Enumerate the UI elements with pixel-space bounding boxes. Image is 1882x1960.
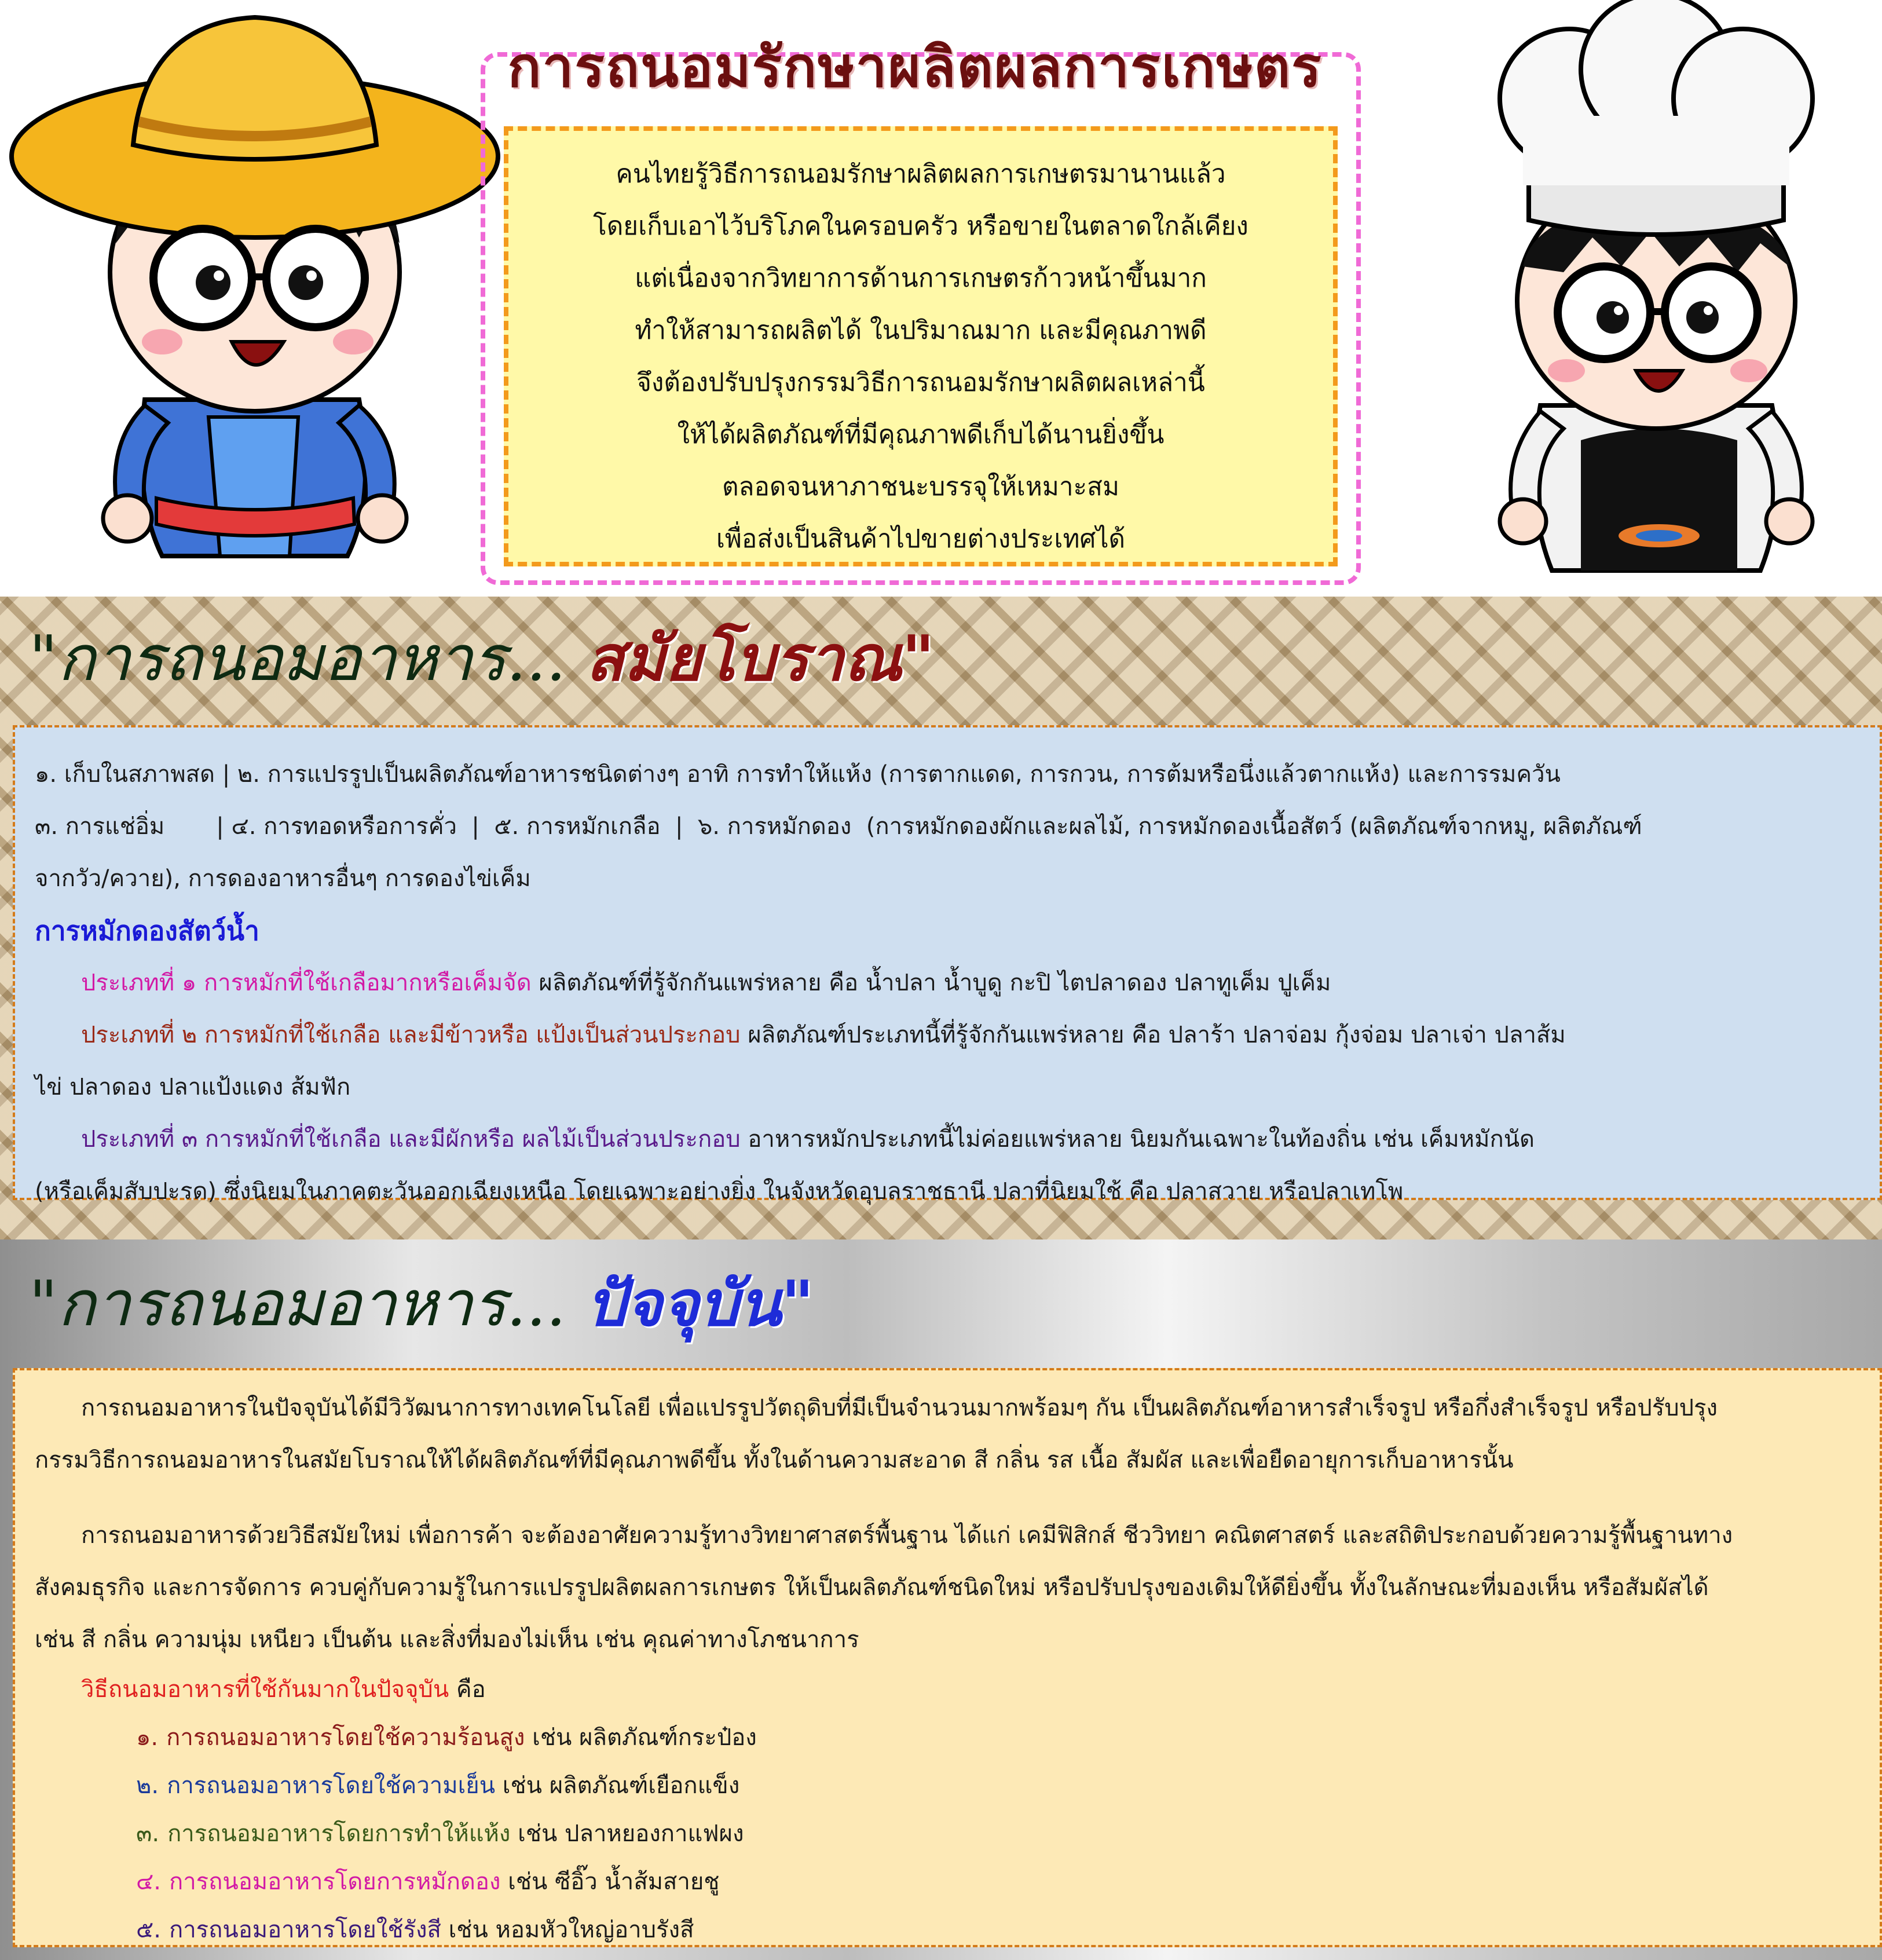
method-item — [35, 1762, 1862, 1810]
intro-line: โดยเก็บเอาไว้บริโภคในครอบครัว หรือขายในตลาดใกล้เคียง — [593, 211, 1248, 241]
intro-text — [508, 148, 1333, 565]
methods-lead-label: วิธีถนอมอาหารที่ใช้กันมากในปัจจุบัน — [81, 1676, 449, 1703]
intro-line: แต่เนื่องจากวิทยาการด้านการเกษตรก้าวหน้าขึ้นมาก — [635, 264, 1207, 293]
type-label: ประเภทที่ ๓ การหมักที่ใช้เกลือ และมีผักหรือ ผลไม้เป็นส่วนประกอบ — [81, 1126, 741, 1153]
header-section — [0, 0, 1882, 597]
method-list-line: จากวัว/ควาย), การดองอาหารอื่นๆ การดองไข่เค็ม — [35, 865, 531, 892]
type-text: อาหารหมักประเภทนี้ไม่ค่อยแพร่หลาย นิยมกันเฉพาะในท้องถิ่น เช่น เค็มหมักนัด — [740, 1126, 1535, 1153]
traditional-section — [0, 597, 1882, 1239]
heading-accent: สมัยโบราณ" — [585, 622, 935, 695]
page-title: การถนอมรักษาผลิตผลการเกษตร — [507, 34, 1323, 100]
intro-line: ให้ได้ผลิตภัณฑ์ที่มีคุณภาพดีเก็บได้นานยิ่งขึ้น — [677, 420, 1165, 449]
intro-line: จึงต้องปรับปรุงกรรมวิธีการถนอมรักษาผลิตผลเหล่านี้ — [636, 368, 1205, 397]
heading-accent: ปัจจุบัน" — [585, 1267, 814, 1340]
modern-paragraph-1: การถนอมอาหารในปัจจุบันได้มีวิวัฒนาการทางเทคโนโลยี เพื่อแปรรูปวัตถุดิบที่มีเป็นจำนวนมากพร้อมๆ กัน เป็นผลิตภัณฑ์อาหารสำเร็จรูป หรือกึ่งสำเร็จรูป หรือปรับปรุง — [81, 1395, 1718, 1421]
method-example: เช่น ปลาหยองกาแฟผง — [510, 1820, 744, 1847]
method-example: เช่น ซีอิ๊ว น้ำส้มสายชู — [500, 1868, 720, 1895]
chef-boy-icon — [1436, 0, 1882, 573]
method-number: ๑. — [136, 1724, 159, 1751]
heading-lead: "การถนอมอาหาร... — [29, 623, 566, 695]
ferment-type-3 — [35, 1113, 1862, 1165]
method-example: เช่น หอมหัวใหญ่อาบรังสี — [441, 1917, 694, 1943]
intro-line: ตลอดจนหาภาชนะบรรจุให้เหมาะสม — [722, 472, 1120, 502]
intro-line: คนไทยรู้วิธีการถนอมรักษาผลิตผลการเกษตรมานานแล้ว — [616, 159, 1226, 189]
method-number: ๓. — [136, 1820, 160, 1847]
method-label: การถนอมอาหารโดยใช้ความร้อนสูง — [166, 1724, 525, 1751]
method-number: ๕. — [136, 1917, 161, 1943]
methods-lead — [35, 1666, 1862, 1714]
modern-content-box — [13, 1368, 1882, 1947]
ferment-type-3-continued: (หรือเค็มสับปะรด) ซึ่งนิยมในภาคตะวันออกเฉียงเหนือ โดยเฉพาะอย่างยิ่ง ในจังหวัดอุบลราชธานี ปลาที่นิยมใช้ คือ ปลาสวาย หรือปลาเทโพ — [35, 1178, 1404, 1205]
method-list-line: ๑. เก็บในสภาพสด | ๒. การแปรรูปเป็นผลิตภัณฑ์อาหารชนิดต่างๆ อาทิ การทำให้แห้ง (การตากแดด, การกวน, การต้มหรือนึ่งแล้วตากแห้ง) และการรมควัน — [35, 761, 1561, 788]
type-text: ผลิตภัณฑ์ที่รู้จักกันแพร่หลาย คือ น้ำปลา น้ำบูดู กะปิ ไตปลาดอง ปลาทูเค็ม ปูเค็ม — [531, 970, 1331, 996]
method-label: การถนอมอาหารโดยใช้รังสี — [169, 1917, 441, 1943]
type-text: ผลิตภัณฑ์ประเภทนี้ที่รู้จักกันแพร่หลาย คือ ปลาร้า ปลาจ่อม กุ้งจ่อม ปลาเจ่า ปลาส้ม — [740, 1022, 1566, 1048]
farmer-boy-icon — [0, 0, 504, 573]
ferment-type-1 — [35, 957, 1862, 1009]
method-item — [35, 1714, 1862, 1762]
method-example: เช่น ผลิตภัณฑ์กระป๋อง — [525, 1724, 757, 1751]
method-example: เช่น ผลิตภัณฑ์เยือกแข็ง — [495, 1772, 740, 1799]
method-item — [35, 1810, 1862, 1858]
ferment-type-2-continued: ไข่ ปลาดอง ปลาแป้งแดง ส้มฟัก — [35, 1074, 351, 1100]
modern-paragraph-1-cont: กรรมวิธีการถนอมอาหารในสมัยโบราณให้ได้ผลิตภัณฑ์ที่มีคุณภาพดีขึ้น ทั้งในด้านความสะอาด สี กลิ่น รส เนื้อ สัมผัส และเพื่อยืดอายุการเก็บอาหารนั้น — [35, 1447, 1514, 1473]
method-number: ๔. — [136, 1868, 161, 1895]
ferment-type-2 — [35, 1009, 1862, 1061]
method-label: การถนอมอาหารโดยการหมักดอง — [169, 1868, 501, 1895]
heading-lead: "การถนอมอาหาร... — [29, 1268, 566, 1340]
method-number: ๒. — [136, 1772, 159, 1799]
intro-line: ทำให้สามารถผลิตได้ ในปริมาณมาก และมีคุณภาพดี — [635, 316, 1207, 345]
method-list-line: ๓. การแช่อิ่ม | ๔. การทอดหรือการคั่ว | ๕. การหมักเกลือ | ๖. การหมักดอง (การหมักดองผักและผลไม้, การหมักดองเนื้อสัตว์ (ผลิตภัณฑ์จากหมู, ผลิตภัณฑ์ — [35, 813, 1642, 840]
method-label: การถนอมอาหารโดยใช้ความเย็น — [167, 1772, 496, 1799]
method-label: การถนอมอาหารโดยการทำให้แห้ง — [167, 1820, 511, 1847]
modern-paragraph-2-cont: เช่น สี กลิ่น ความนุ่ม เหนียว เป็นต้น และสิ่งที่มองไม่เห็น เช่น คุณค่าทางโภชนาการ — [35, 1626, 859, 1653]
method-item — [35, 1906, 1862, 1954]
intro-line: เพื่อส่งเป็นสินค้าไปขายต่างประเทศได้ — [716, 524, 1126, 554]
traditional-content-box — [13, 725, 1882, 1205]
type-label: ประเภทที่ ๒ การหมักที่ใช้เกลือ และมีข้าวหรือ แป้งเป็นส่วนประกอบ — [81, 1022, 741, 1048]
modern-heading — [29, 1253, 814, 1353]
modern-paragraph-2: การถนอมอาหารด้วยวิธีสมัยใหม่ เพื่อการค้า จะต้องอาศัยความรู้ทางวิทยาศาสตร์พื้นฐาน ได้แก่ เคมีฟิสิกส์ ชีววิทยา คณิตศาสตร์ และสถิติประกอบด้วยความรู้พื้นฐานทาง — [81, 1522, 1733, 1549]
traditional-heading — [29, 608, 935, 708]
method-item — [35, 1858, 1862, 1906]
intro-box — [504, 126, 1338, 566]
modern-section — [0, 1239, 1882, 1960]
fermented-seafood-heading: การหมักดองสัตว์น้ำ — [35, 915, 259, 946]
modern-paragraph-2-cont: สังคมธุรกิจ และการจัดการ ควบคู่กับความรู้ในการแปรรูปผลิตผลการเกษตร ให้เป็นผลิตภัณฑ์ชนิดใหม่ หรือปรับปรุงของเดิมให้ดียิ่งขึ้น ทั้งในลักษณะที่มองเห็น หรือสัมผัสได้ — [35, 1574, 1709, 1601]
methods-lead-suffix: คือ — [449, 1676, 486, 1703]
type-label: ประเภทที่ ๑ การหมักที่ใช้เกลือมากหรือเค็มจัด — [81, 970, 532, 996]
